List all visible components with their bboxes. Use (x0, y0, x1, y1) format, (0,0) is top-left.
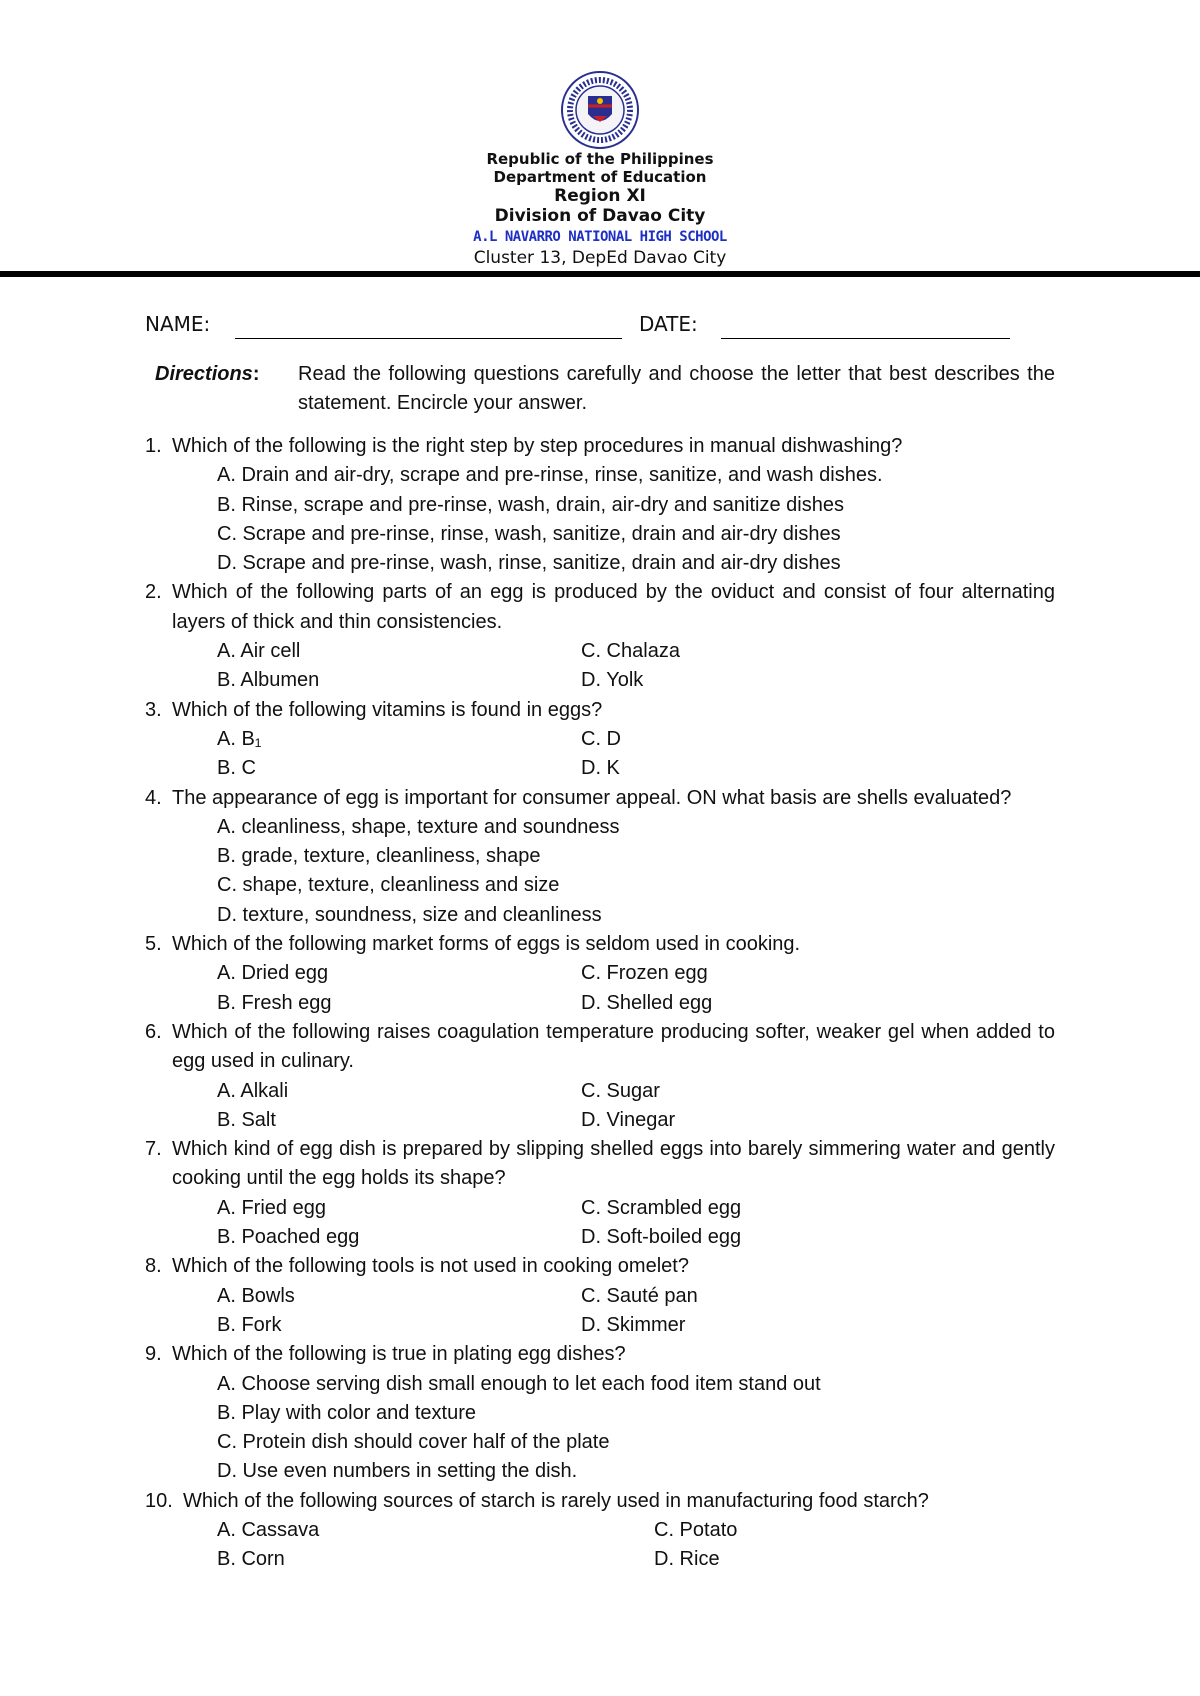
question-7 (145, 1135, 1055, 1252)
option-a[interactable]: A. Fried egg (217, 1196, 326, 1219)
option-c[interactable]: C. shape, texture, cleanliness and size (217, 874, 560, 897)
option-b[interactable]: B. Salt (217, 1108, 276, 1131)
option-b[interactable]: B. Fork (217, 1313, 282, 1336)
header-republic: Republic of the Philippines (486, 150, 714, 168)
header-school-name: A.L NAVARRO NATIONAL HIGH SCHOOL (473, 229, 727, 245)
question-number: 7. (145, 1138, 162, 1161)
option-a[interactable]: A. Dried egg (217, 962, 329, 985)
question-number: 1. (145, 435, 162, 457)
name-label: NAME: (145, 312, 211, 336)
header-division: Division of Davao City (494, 206, 706, 226)
question-1 (145, 432, 1055, 578)
question-text: Which of the following sources of starch is rarely used in manufacturing food starch? (183, 1489, 929, 1512)
option-a[interactable]: A. Bowls (217, 1284, 295, 1307)
question-5 (145, 930, 1055, 1018)
header-region: Region XI (554, 186, 646, 206)
date-label: DATE: (639, 312, 698, 336)
option-d[interactable]: D. Shelled egg (581, 991, 713, 1014)
question-9 (145, 1340, 1055, 1486)
option-a[interactable]: A. Drain and air-dry, scrape and pre-rinse, rinse, sanitize, and wash dishes. (217, 464, 883, 487)
question-number: 5. (145, 933, 162, 956)
question-text: Which kind of egg dish is prepared by slipping shelled eggs into barely simmering water and gently cooking until the egg holds its shape? (172, 1138, 1055, 1190)
option-c[interactable]: C. D (581, 727, 621, 750)
question-number: 3. (145, 698, 162, 721)
date-blank[interactable] (721, 338, 1010, 339)
option-c[interactable]: C. Scrambled egg (581, 1196, 742, 1219)
question-text: Which of the following is the right step by step procedures in manual dishwashing? (172, 435, 903, 457)
header-cluster: Cluster 13, DepEd Davao City (473, 248, 727, 268)
question-text: Which of the following vitamins is found in eggs? (172, 698, 603, 721)
letterhead (0, 70, 1200, 268)
directions-text: Read the following questions carefully and choose the letter that best describes the statement. Encircle your answer. (298, 363, 1055, 414)
question-list (145, 432, 1055, 1575)
question-text: Which of the following parts of an egg is produced by the oviduct and consist of four alternating layers of thick and thin consistencies. (172, 581, 1055, 633)
option-a[interactable]: A. Air cell (217, 640, 301, 663)
option-c[interactable]: C. Scrape and pre-rinse, rinse, wash, sanitize, drain and air-dry dishes (217, 522, 841, 545)
option-c[interactable]: C. Protein dish should cover half of the plate (217, 1431, 610, 1454)
question-text: Which of the following market forms of eggs is seldom used in cooking. (172, 933, 801, 956)
question-3 (145, 696, 1055, 784)
question-number: 9. (145, 1343, 162, 1366)
question-text: Which of the following tools is not used in cooking omelet? (172, 1255, 689, 1278)
directions-label: Directions: (155, 363, 260, 385)
option-d[interactable]: D. Soft-boiled egg (581, 1226, 742, 1249)
option-a[interactable]: A. Cassava (217, 1518, 320, 1541)
option-a[interactable]: A. cleanliness, shape, texture and soundness (217, 815, 620, 838)
question-text: Which of the following raises coagulation temperature producing softer, weaker gel when added to egg used in culinary. (172, 1020, 1055, 1073)
header-department: Department of Education (493, 168, 707, 186)
option-c[interactable]: C. Sugar (581, 1079, 660, 1102)
name-blank[interactable] (235, 338, 622, 339)
question-text: The appearance of egg is important for consumer appeal. ON what basis are shells evaluated? (172, 786, 1012, 809)
option-b[interactable]: B. Albumen (217, 669, 320, 692)
question-4 (145, 784, 1055, 930)
question-number: 4. (145, 786, 162, 809)
option-a[interactable]: A. Choose serving dish small enough to let each food item stand out (217, 1372, 821, 1395)
option-b[interactable]: B. Poached egg (217, 1226, 360, 1249)
option-d[interactable]: D. K (581, 757, 620, 780)
option-d[interactable]: D. texture, soundness, size and cleanliness (217, 903, 602, 926)
name-date-row (145, 312, 1015, 342)
option-c[interactable]: C. Chalaza (581, 640, 680, 663)
option-a[interactable]: A. B₁ (217, 727, 262, 750)
question-number: 2. (145, 581, 162, 604)
option-d[interactable]: D. Yolk (581, 669, 644, 692)
question-6 (145, 1018, 1055, 1135)
option-d[interactable]: D. Rice (654, 1548, 720, 1571)
option-b[interactable]: B. C (217, 757, 256, 780)
option-a[interactable]: A. Alkali (217, 1079, 289, 1102)
question-number: 6. (145, 1020, 162, 1043)
option-c[interactable]: C. Potato (654, 1518, 738, 1541)
option-d[interactable]: D. Scrape and pre-rinse, wash, rinse, sanitize, drain and air-dry dishes (217, 552, 841, 575)
question-number: 10. (145, 1489, 173, 1512)
option-d[interactable]: D. Skimmer (581, 1313, 686, 1336)
option-c[interactable]: C. Sauté pan (581, 1284, 698, 1307)
option-b[interactable]: B. Corn (217, 1548, 285, 1571)
option-c[interactable]: C. Frozen egg (581, 962, 708, 985)
question-10 (145, 1487, 1055, 1575)
question-2 (145, 578, 1055, 695)
option-d[interactable]: D. Vinegar (581, 1108, 676, 1131)
question-8 (145, 1252, 1055, 1340)
deped-seal-icon (560, 70, 640, 150)
option-b[interactable]: B. Rinse, scrape and pre-rinse, wash, drain, air-dry and sanitize dishes (217, 493, 844, 516)
option-b[interactable]: B. Play with color and texture (217, 1401, 477, 1424)
question-number: 8. (145, 1255, 162, 1278)
header-divider (0, 271, 1200, 277)
question-text: Which of the following is true in plating egg dishes? (172, 1343, 626, 1366)
option-b[interactable]: B. Fresh egg (217, 991, 332, 1014)
option-d[interactable]: D. Use even numbers in setting the dish. (217, 1460, 578, 1483)
option-b[interactable]: B. grade, texture, cleanliness, shape (217, 845, 541, 868)
